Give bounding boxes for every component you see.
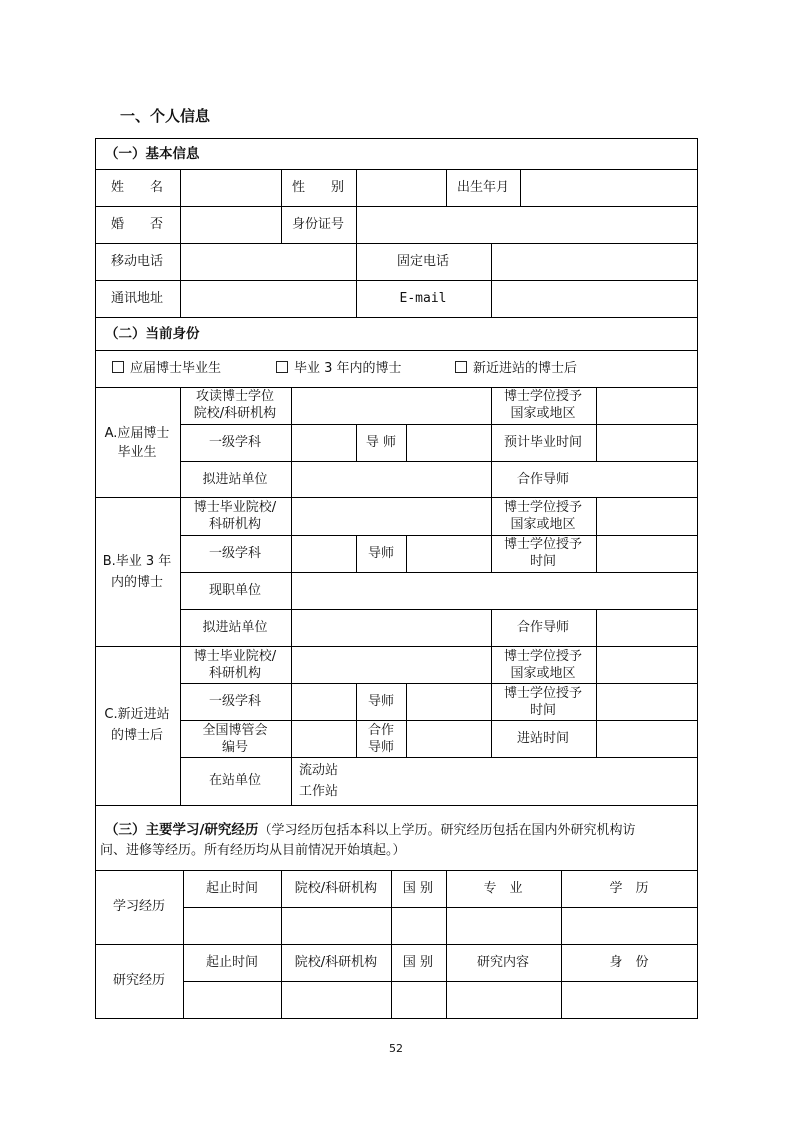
label-landline: 固定电话	[396, 254, 450, 269]
section-basic-title: （一）基本信息	[105, 146, 200, 162]
page-heading: 一、个人信息	[120, 107, 211, 125]
row-divider	[180, 535, 698, 536]
row-divider	[95, 169, 698, 170]
study-header-institution: 院校/科研机构	[294, 881, 378, 896]
col-divider	[596, 609, 597, 646]
label-a-country: 博士学位授予	[503, 389, 583, 404]
row-divider	[95, 805, 698, 806]
label-b-country: 博士学位授予	[503, 500, 583, 515]
label-b-school-2: 科研机构	[208, 517, 262, 532]
row-divider	[95, 646, 698, 647]
label-c-time-2: 时间	[529, 703, 557, 718]
experience-note-line2: 问、进修等经历。所有经历均从目前情况开始填起。）	[100, 843, 406, 858]
research-header-country: 国 别	[402, 955, 434, 970]
col-divider	[520, 169, 521, 206]
label-b-school: 博士毕业院校/	[193, 500, 277, 515]
label-a-planned-unit: 拟进站单位	[202, 472, 268, 487]
col-divider	[281, 870, 282, 1019]
row-divider	[180, 757, 698, 758]
label-c-school: 博士毕业院校/	[193, 649, 277, 664]
experience-note: （学习经历包括本科以上学历。研究经历包括在国内外研究机构访	[258, 823, 636, 838]
experience-title: （三）主要学习/研究经历	[105, 822, 259, 838]
label-mobile: 移动电话	[110, 254, 164, 269]
col-divider	[356, 243, 357, 317]
col-divider	[491, 243, 492, 317]
col-divider	[596, 387, 597, 461]
study-header-country: 国 别	[402, 881, 434, 896]
checkbox-icon[interactable]	[455, 361, 467, 373]
label-a-school: 攻读博士学位	[195, 389, 275, 404]
row-divider	[180, 683, 698, 684]
row-divider	[95, 387, 698, 388]
label-c-station-unit: 在站单位	[208, 773, 262, 788]
option-a	[112, 361, 221, 377]
label-c-entry-time: 进站时间	[516, 731, 570, 746]
row-divider	[180, 720, 698, 721]
research-header-institution: 院校/科研机构	[294, 955, 378, 970]
label-c-time: 博士学位授予	[503, 686, 583, 701]
research-header-content: 研究内容	[476, 955, 530, 970]
col-divider	[406, 424, 407, 461]
option-a-label: 应届博士毕业生	[130, 361, 222, 376]
section-identity-title: （二）当前身份	[105, 326, 200, 342]
col-divider	[291, 387, 292, 497]
page-number: 52	[389, 1042, 403, 1055]
col-divider	[183, 870, 184, 1019]
label-address: 通讯地址	[110, 291, 164, 306]
label-research: 研究经历	[112, 973, 166, 988]
row-divider	[95, 870, 698, 871]
option-c	[455, 361, 577, 377]
label-c-country: 博士学位授予	[503, 649, 583, 664]
label-marriage: 婚 否	[110, 217, 164, 232]
col-divider	[180, 387, 181, 805]
group-a-label: A.应届博士	[104, 426, 170, 441]
option-b-label: 毕业 3 年内的博士	[294, 361, 402, 376]
label-study: 学习经历	[112, 899, 166, 914]
label-a-co-advisor: 合作导师	[516, 472, 570, 487]
col-divider	[446, 169, 447, 206]
label-c-number: 全国博管会	[202, 723, 268, 738]
label-a-discipline: 一级学科	[208, 435, 262, 450]
label-c-mobile-station: 流动站	[299, 763, 339, 778]
col-divider	[596, 646, 597, 757]
col-divider	[291, 646, 292, 805]
col-divider	[491, 646, 492, 757]
label-b-co-advisor: 合作导师	[516, 620, 570, 635]
col-divider	[281, 169, 282, 243]
group-c-label: C.新近进站	[104, 707, 170, 722]
label-c-discipline: 一级学科	[208, 694, 262, 709]
row-divider	[95, 350, 698, 351]
label-a-country-2: 国家或地区	[510, 406, 576, 421]
row-divider	[95, 206, 698, 207]
label-id-number: 身份证号	[291, 217, 345, 232]
col-divider	[491, 497, 492, 572]
row-divider	[183, 981, 698, 982]
label-gender: 性 别	[291, 180, 345, 195]
label-b-current-unit: 现职单位	[208, 583, 262, 598]
label-birth: 出生年月	[456, 180, 510, 195]
study-header-major: 专 业	[483, 881, 523, 896]
col-divider	[356, 169, 357, 243]
study-header-degree: 学 历	[609, 881, 649, 896]
col-divider	[356, 535, 357, 572]
label-c-advisor: 导师	[367, 694, 395, 709]
col-divider	[561, 870, 562, 1019]
col-divider	[391, 870, 392, 1019]
row-divider	[95, 497, 698, 498]
group-b-label-2: 内的博士	[110, 575, 164, 590]
row-divider	[180, 424, 698, 425]
label-c-country-2: 国家或地区	[510, 666, 576, 681]
col-divider	[356, 683, 357, 757]
col-divider	[491, 387, 492, 497]
row-divider	[95, 317, 698, 318]
col-divider	[291, 497, 292, 646]
checkbox-icon[interactable]	[276, 361, 288, 373]
label-a-school-2: 院校/科研机构	[193, 406, 277, 421]
personal-info-form	[95, 138, 698, 1019]
label-b-planned-unit: 拟进站单位	[202, 620, 268, 635]
label-b-country-2: 国家或地区	[510, 517, 576, 532]
label-email: E-mail	[399, 291, 447, 306]
col-divider	[446, 870, 447, 1019]
row-divider	[95, 243, 698, 244]
label-name: 姓 名	[110, 180, 164, 195]
option-c-label: 新近进站的博士后	[473, 361, 578, 376]
label-b-discipline: 一级学科	[208, 546, 262, 561]
label-b-advisor: 导师	[367, 546, 395, 561]
label-b-time-2: 时间	[529, 554, 557, 569]
row-divider	[180, 609, 698, 610]
col-divider	[356, 424, 357, 461]
research-header-role: 身 份	[609, 955, 649, 970]
label-c-workstation: 工作站	[299, 784, 339, 799]
checkbox-icon[interactable]	[112, 361, 124, 373]
group-a-label-2: 毕业生	[117, 445, 157, 460]
label-c-number-2: 编号	[221, 740, 249, 755]
option-b	[276, 361, 402, 377]
label-a-expected-time: 预计毕业时间	[503, 435, 583, 450]
col-divider	[180, 169, 181, 317]
row-divider	[95, 944, 698, 945]
section-experience-title	[105, 822, 635, 839]
label-a-advisor: 导 师	[365, 435, 397, 450]
row-divider	[180, 572, 698, 573]
label-c-co-advisor-2: 导师	[367, 740, 395, 755]
row-divider	[183, 907, 698, 908]
study-header-period: 起止时间	[205, 881, 259, 896]
label-c-co-advisor: 合作	[367, 723, 395, 738]
col-divider	[406, 535, 407, 572]
group-c-label-2: 的博士后	[110, 728, 164, 743]
research-header-period: 起止时间	[205, 955, 259, 970]
label-c-school-2: 科研机构	[208, 666, 262, 681]
group-b-label: B.毕业 3 年	[102, 554, 172, 569]
col-divider	[491, 609, 492, 646]
row-divider	[180, 461, 698, 462]
row-divider	[95, 280, 698, 281]
col-divider	[406, 683, 407, 757]
label-b-time: 博士学位授予	[503, 537, 583, 552]
col-divider	[596, 497, 597, 572]
